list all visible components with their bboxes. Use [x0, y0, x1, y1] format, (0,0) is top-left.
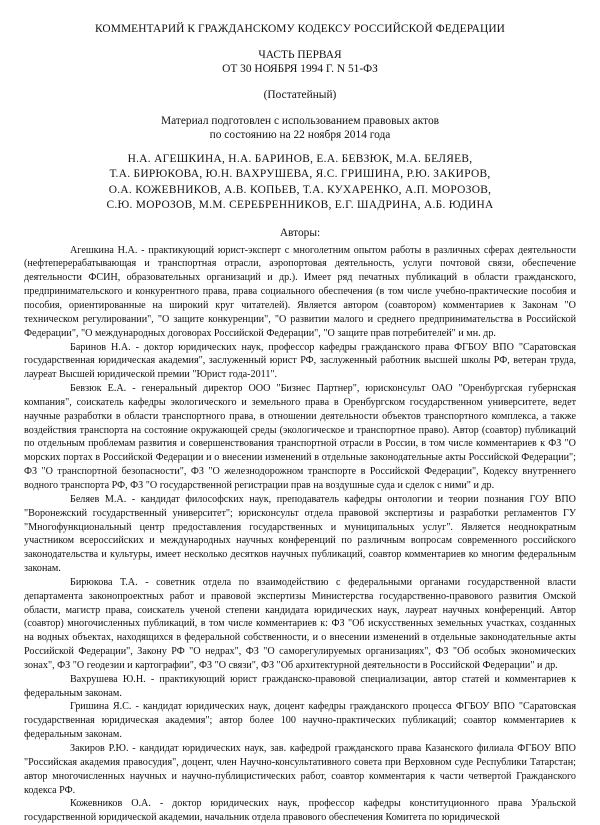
- authors-list-line: С.Ю. МОРОЗОВ, М.М. СЕРЕБРЕННИКОВ, Е.Г. ШАДРИНА, А.Б. ЮДИНА: [106, 199, 494, 212]
- authors-list-line: Н.А. АГЕШКИНА, Н.А. БАРИНОВ, Е.А. БЕВЗЮК, М.А. БЕЛЯЕВ,: [127, 153, 473, 165]
- author-bio-belyaev: Беляев М.А. - кандидат философских наук, преподаватель кафедры онтологии и теории познания ГОУ ВПО "Воронежский государственный университет"; юрисконсульт отдела правовой экспертизы и разработки регламентов ГУ "Многофункциональный центр предоставления государственных и муниципальных услуг". Является неоднократным участником всероссийских и международных научных конференций по различным вопросам современного российского законодательства и культуры, имеет несколько десятков научных публикаций, соавтор комментариев ко многим федеральным законам.: [24, 493, 576, 575]
- author-bios: [24, 244, 576, 825]
- edition-label: (Постатейный): [263, 89, 337, 101]
- material-note: [24, 114, 576, 142]
- law-date: ОТ 30 НОЯБРЯ 1994 Г. N 51-ФЗ: [222, 63, 378, 75]
- authors-list-line: Т.А. БИРЮКОВА, Ю.Н. ВАХРУШЕВА, Я.С. ГРИШИНА, Р.Ю. ЗАКИРОВ,: [109, 168, 491, 181]
- material-note-line-2: по состоянию на 22 ноября 2014 года: [209, 129, 391, 141]
- document-title: КОММЕНТАРИЙ К ГРАЖДАНСКОМУ КОДЕКСУ РОССИЙСКОЙ ФЕДЕРАЦИИ: [94, 23, 505, 35]
- author-bio-ageshkina: Агешкина Н.А. - практикующий юрист-эксперт с многолетним опытом работы в различных сферах деятельности (нефтеперерабатывающая и транспортная отрасли, аэропортовая деятельность, услуги почтовой связи, обеспечение деятельности ФСИН, образовательных организаций и др.). Имеет ряд печатных публикаций в области гражданского, предпринимательского и конкурентного права, права социального обеспечения (в том числе учебно-практические пособия и пособия, ориентированные на широкий круг читателей). Является автором (соавтором) комментариев к Законам "О техническом регулировании", "О защите конкуренции", "О развитии малого и среднего предпринимательства в Российской Федерации", "О международных договорах Российской Федерации", "О защите прав потребителей" и мн. др.: [24, 244, 576, 339]
- part-label: ЧАСТЬ ПЕРВАЯ: [258, 49, 342, 61]
- author-bio-bevzyuk: Бевзюк Е.А. - генеральный директор ООО "Бизнес Партнер", юрисконсульт ОАО "Оренбургская губернская компания", соискатель кафедры экологического и земельного права в Оренбургском государственном университете, ведет научные разработки в области транспортного права, в отношении деятельности объектов транспортного комплекса, а также воздействия транспорта на состояние окружающей среды (экологическое и транспортное право). Автор (соавтор) публикаций по отдельным проблемам развития и совершенствования транспортной отрасли в России, в том числе комментариев к ФЗ "О морских портах в Российской Федерации и о внесении изменений в отдельные законодательные акты Российской Федерации"; ФЗ "О транспортной безопасности", ФЗ "О железнодорожном транспорте в Российской Федерации", Кодексу внутреннего водного транспорта РФ, ФЗ "О государственной регистрации прав на воздушные суда и сделок с ними" и др.: [24, 383, 576, 491]
- authors-list-line: О.А. КОЖЕВНИКОВ, А.В. КОПЬЕВ, Т.А. КУХАРЕНКО, А.П. МОРОЗОВ,: [108, 183, 492, 196]
- author-bio-kozhevnikov: Кожевников О.А. - доктор юридических наук, профессор кафедры конституционного права Уральской государственной юридической академии, начальник отдела правового обеспечения Комитета по юридической: [24, 798, 576, 824]
- author-bio-biryukova: Бирюкова Т.А. - советник отдела по взаимодействию с федеральными органами государственной власти департамента законопроектных работ и правовой экспертизы Министерства государственно-правового развития Омской области, магистр права, соискатель ученой степени кандидата юридических наук, лауреат научных конференций. Автор (соавтор) многочисленных публикаций, в том числе комментариев к: ФЗ "Об искусственных земельных участках, созданных на водных объектах, находящихся в федеральной собственности, и о внесении изменений в отдельные законодательные акты Российской Федерации", Закону РФ "О недрах", ФЗ "О саморегулируемых организациях", ФЗ "Об особых экономических зонах", ФЗ "О геодезии и картографии", ФЗ "О связи", ФЗ "Об архитектурной деятельности в Российской Федерации" и др.: [24, 576, 576, 671]
- material-note-line-1: Материал подготовлен с использованием правовых актов: [160, 115, 440, 127]
- authors-list: [24, 152, 576, 214]
- authors-heading: Авторы:: [279, 226, 321, 239]
- author-bio-barinov: Баринов Н.А. - доктор юридических наук, профессор кафедры гражданского права ФГБОУ ВПО "Саратовская государственная юридическая академия", заслуженный юрист РФ, заслуженный работник высшей школы РФ, ветеран труда, лауреат Высшей юридической премии "Юрист года-2011".: [24, 341, 576, 381]
- author-bio-grishina: Гришина Я.С. - кандидат юридических наук, доцент кафедры гражданского процесса ФГБОУ ВПО "Саратовская государственная юридическая академия"; автор более 100 научно-практических публикаций; соавтор комментариев к федеральным законам.: [24, 701, 576, 741]
- author-bio-vakhrusheva: Вахрушева Ю.Н. - практикующий юрист гражданско-правовой специализации, автор статей и комментариев к федеральным законам.: [24, 673, 576, 699]
- part-heading: [24, 48, 576, 76]
- author-bio-zakirov: Закиров Р.Ю. - кандидат юридических наук, зав. кафедрой гражданского права Казанского филиала ФГБОУ ВПО "Российская академия правосудия", доцент, член Научно-консультативного совета при Верховном суде Республики Татарстан; автор многочисленных научных и научно-публицистических работ, соавтор комментария к части четвертой Гражданского кодекса РФ.: [24, 743, 576, 796]
